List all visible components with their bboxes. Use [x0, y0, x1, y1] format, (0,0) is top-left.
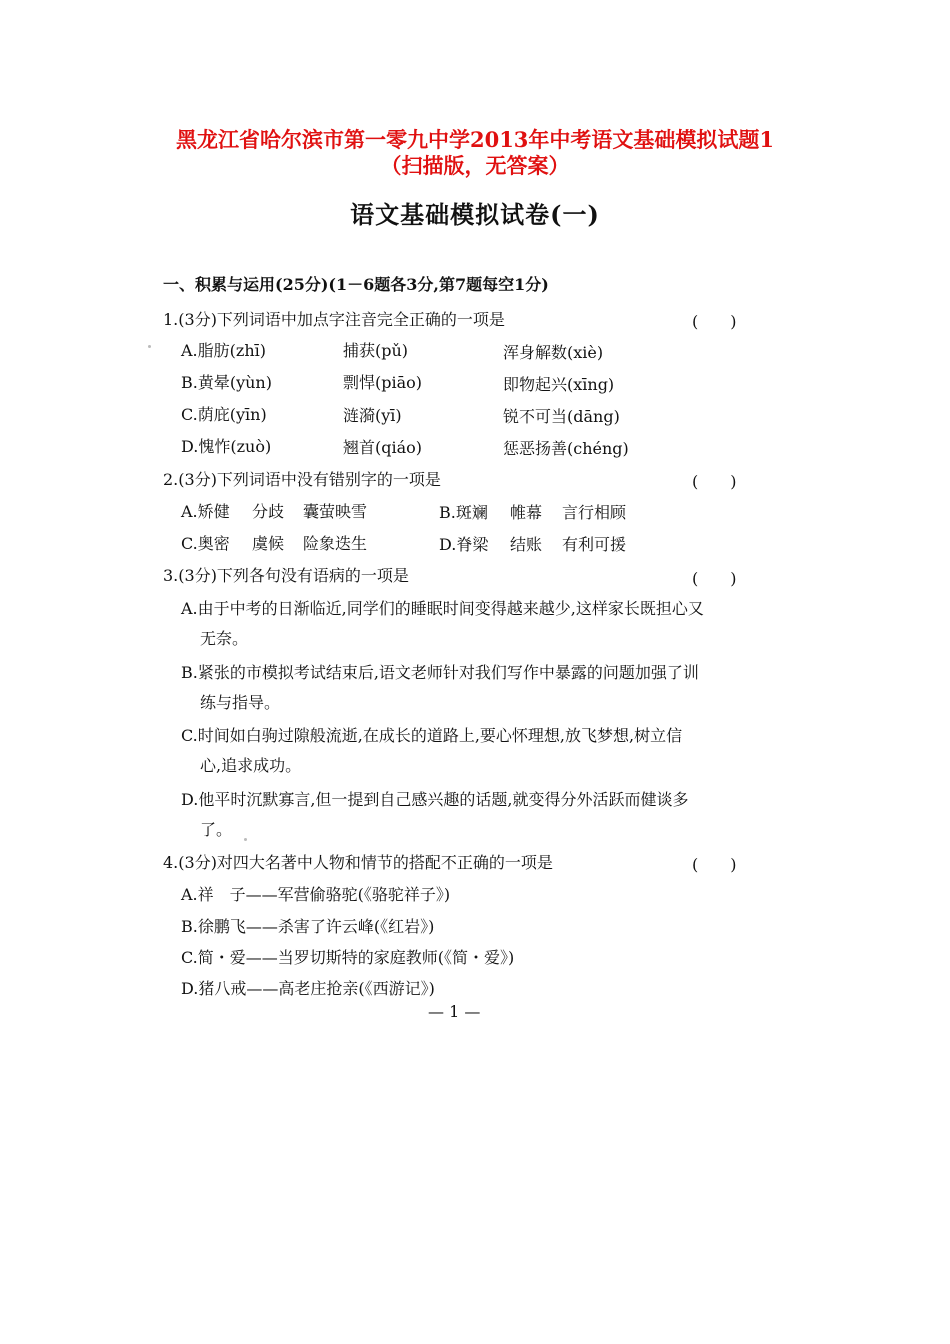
q2-option-c-w2: 虞候: [252, 534, 285, 553]
q4-option-d: D.猪八戒——高老庄抢亲(《西游记》): [181, 979, 435, 998]
q2-option-c-w1: C.奥密: [181, 534, 230, 553]
q1-option-c1: C.荫庇(yīn): [181, 405, 267, 424]
doc-title-line1: 黑龙江省哈尔滨市第一零九中学2013年中考语文基础模拟试题1: [175, 127, 775, 152]
q3-option-d-line1: D.他平时沉默寡言,但一提到自己感兴趣的话题,就变得分外活跃而健谈多: [181, 790, 689, 809]
q1-option-d1: D.愧怍(zuò): [181, 437, 272, 456]
q4-option-b: B.徐鹏飞——杀害了许云峰(《红岩》): [181, 917, 435, 936]
q2-answer-paren: ( ): [692, 472, 737, 491]
page-number: — 1 —: [428, 1002, 481, 1021]
q3-option-a-line1: A.由于中考的日渐临近,同学们的睡眠时间变得越来越少,这样家长既担心又: [181, 599, 704, 618]
q2-option-d-w3: 有利可援: [562, 535, 627, 554]
q2-option-a-w1: A.矫健: [181, 502, 230, 521]
doc-title-line2: （扫描版，无答案）: [380, 153, 570, 178]
q1-answer-paren: ( ): [692, 312, 737, 331]
q3-option-c-line1: C.时间如白驹过隙般流逝,在成长的道路上,要心怀理想,放飞梦想,树立信: [181, 726, 683, 745]
q2-option-d-w2: 结账: [510, 535, 543, 554]
scan-speck: [148, 345, 151, 348]
q2-stem: 2.(3分)下列词语中没有错别字的一项是: [163, 470, 441, 489]
section-heading: 一、积累与运用(25分)(1－6题各3分,第7题每空1分): [163, 275, 549, 294]
q1-option-a2: 捕获(pǔ): [343, 341, 409, 360]
q2-option-b-w1: B.斑斓: [439, 503, 488, 522]
q3-answer-paren: ( ): [692, 569, 737, 588]
q1-option-c3: 锐不可当(dāng): [503, 407, 620, 426]
scan-speck: [244, 838, 247, 841]
q1-option-b3: 即物起兴(xīng): [503, 375, 615, 394]
q3-option-a-line2: 无奈。: [200, 629, 249, 648]
q4-option-a: A.祥 子——军营偷骆驼(《骆驼祥子》): [181, 885, 451, 904]
q4-stem: 4.(3分)对四大名著中人物和情节的搭配不正确的一项是: [163, 853, 553, 872]
q1-option-c2: 涟漪(yī): [343, 406, 402, 425]
q3-stem: 3.(3分)下列各句没有语病的一项是: [163, 566, 409, 585]
q4-option-c: C.简・爱——当罗切斯特的家庭教师(《简・爱》): [181, 948, 515, 967]
q3-option-c-line2: 心,追求成功。: [200, 756, 302, 775]
q3-option-b-line2: 练与指导。: [200, 693, 281, 712]
q3-option-d-line2: 了。: [200, 820, 233, 839]
q2-option-d-w1: D.脊梁: [439, 535, 489, 554]
q3-option-b-line1: B.紧张的市模拟考试结束后,语文老师针对我们写作中暴露的问题加强了训: [181, 663, 699, 682]
q1-option-b2: 剽悍(piāo): [343, 373, 423, 392]
q1-stem: 1.(3分)下列词语中加点字注音完全正确的一项是: [163, 310, 505, 329]
q4-answer-paren: ( ): [692, 855, 737, 874]
q2-option-b-w2: 帷幕: [510, 503, 543, 522]
q1-option-d3: 惩恶扬善(chéng): [503, 439, 629, 458]
q2-option-a-w3: 囊萤映雪: [303, 502, 368, 521]
q1-option-a3: 浑身解数(xiè): [503, 343, 604, 362]
q2-option-a-w2: 分歧: [252, 502, 285, 521]
q1-option-d2: 翘首(qiáo): [343, 438, 423, 457]
exam-title: 语文基础模拟试卷(一): [350, 200, 600, 229]
q2-option-b-w3: 言行相顾: [562, 503, 627, 522]
q2-option-c-w3: 险象迭生: [303, 534, 368, 553]
q1-option-a1: A.脂肪(zhī): [181, 341, 266, 360]
q1-option-b1: B.黄晕(yùn): [181, 373, 272, 392]
